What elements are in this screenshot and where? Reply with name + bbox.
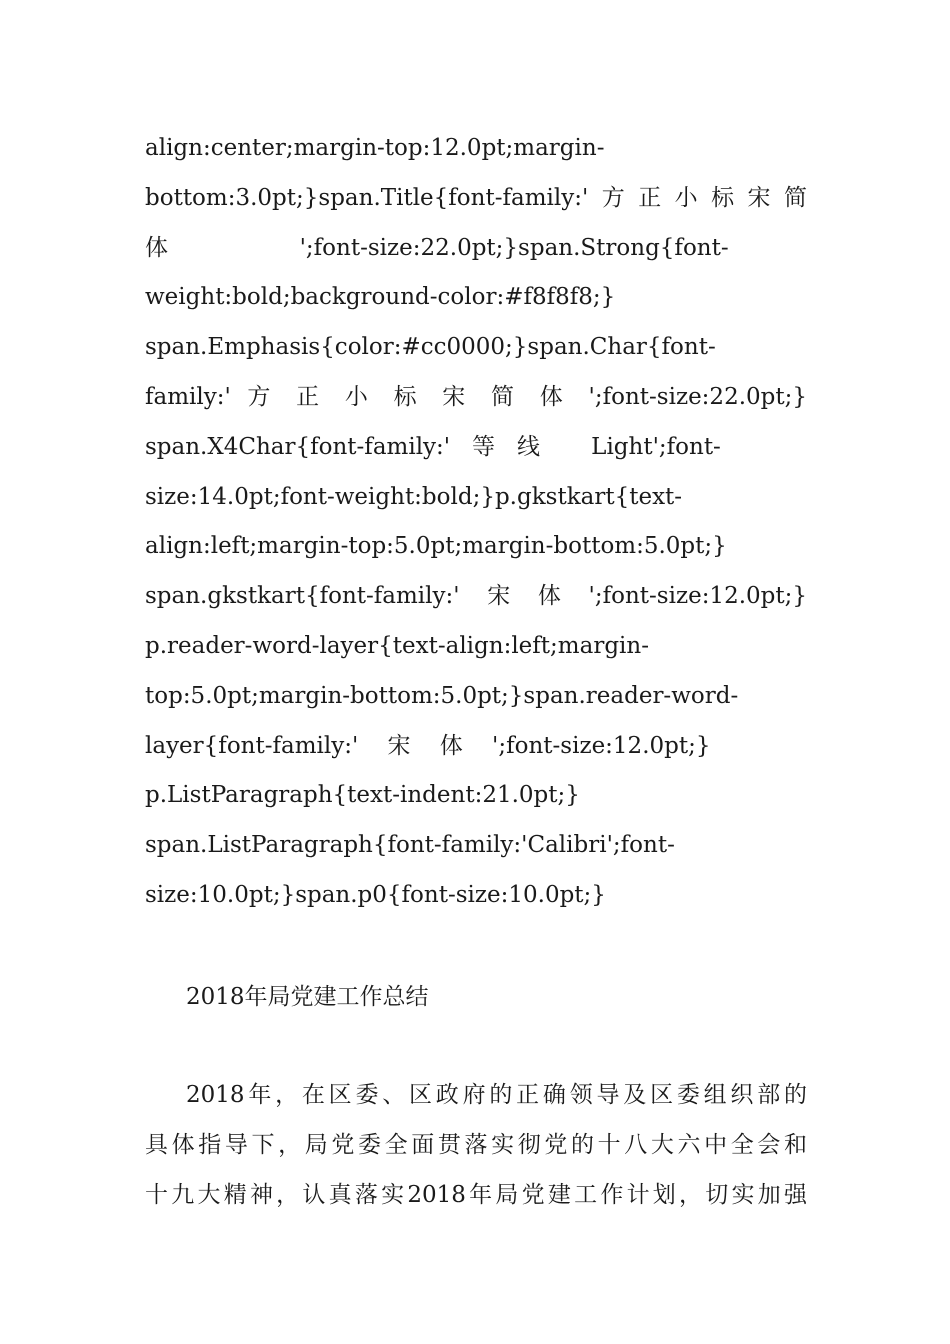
text-line: 体 ';font-size:22.0pt;}span.Strong{font- [145,234,729,261]
text-line: p.ListParagraph{text-indent:21.0pt;} [145,782,580,809]
text-line: top:5.0pt;margin-bottom:5.0pt;}span.reader-word- [145,682,739,709]
text-line: span.X4Char{font-family:' 等 线 Light';font- [145,433,721,460]
text-line: size:14.0pt;font-weight:bold;}p.gkstkart{text- [145,483,683,510]
text-line: layer{font-family:' 宋 体 ';font-size:12.0pt;} [145,732,711,759]
text-line: span.ListParagraph{font-family:'Calibri';font- [145,832,675,859]
text-line: align:left;margin-top:5.0pt;margin-bottom:5.0pt;} [145,533,727,560]
body-paragraph [145,1071,807,1220]
text-line: weight:bold;background-color:#f8f8f8;} [145,284,616,311]
text-line: size:10.0pt;}span.p0{font-size:10.0pt;} [145,881,606,908]
text-line: p.reader-word-layer{text-align:left;margin- [145,632,649,659]
css-fragment-text [145,124,807,921]
text-line: family:' 方 正 小 标 宋 简 体 ';font-size:22.0pt;} [145,383,807,410]
document-title: 2018年局党建工作总结 [186,984,429,1010]
text-line: 十九大精神，认真落实2018年局党建工作计划，切实加强 [145,1181,807,1208]
text-line: 具体指导下，局党委全面贯落实彻党的十八大六中全会和 [145,1131,807,1158]
text-line: span.gkstkart{font-family:'宋体';font-size:12.0pt;} [145,583,807,610]
text-line: bottom:3.0pt;}span.Title{font-family:'方正小标宋简 [145,184,807,211]
text-line: span.Emphasis{color:#cc0000;}span.Char{font- [145,334,716,361]
text-line: align:center;margin-top:12.0pt;margin- [145,135,605,161]
text-line: 2018年，在区委、区政府的正确领导及区委组织部的 [186,1082,807,1108]
